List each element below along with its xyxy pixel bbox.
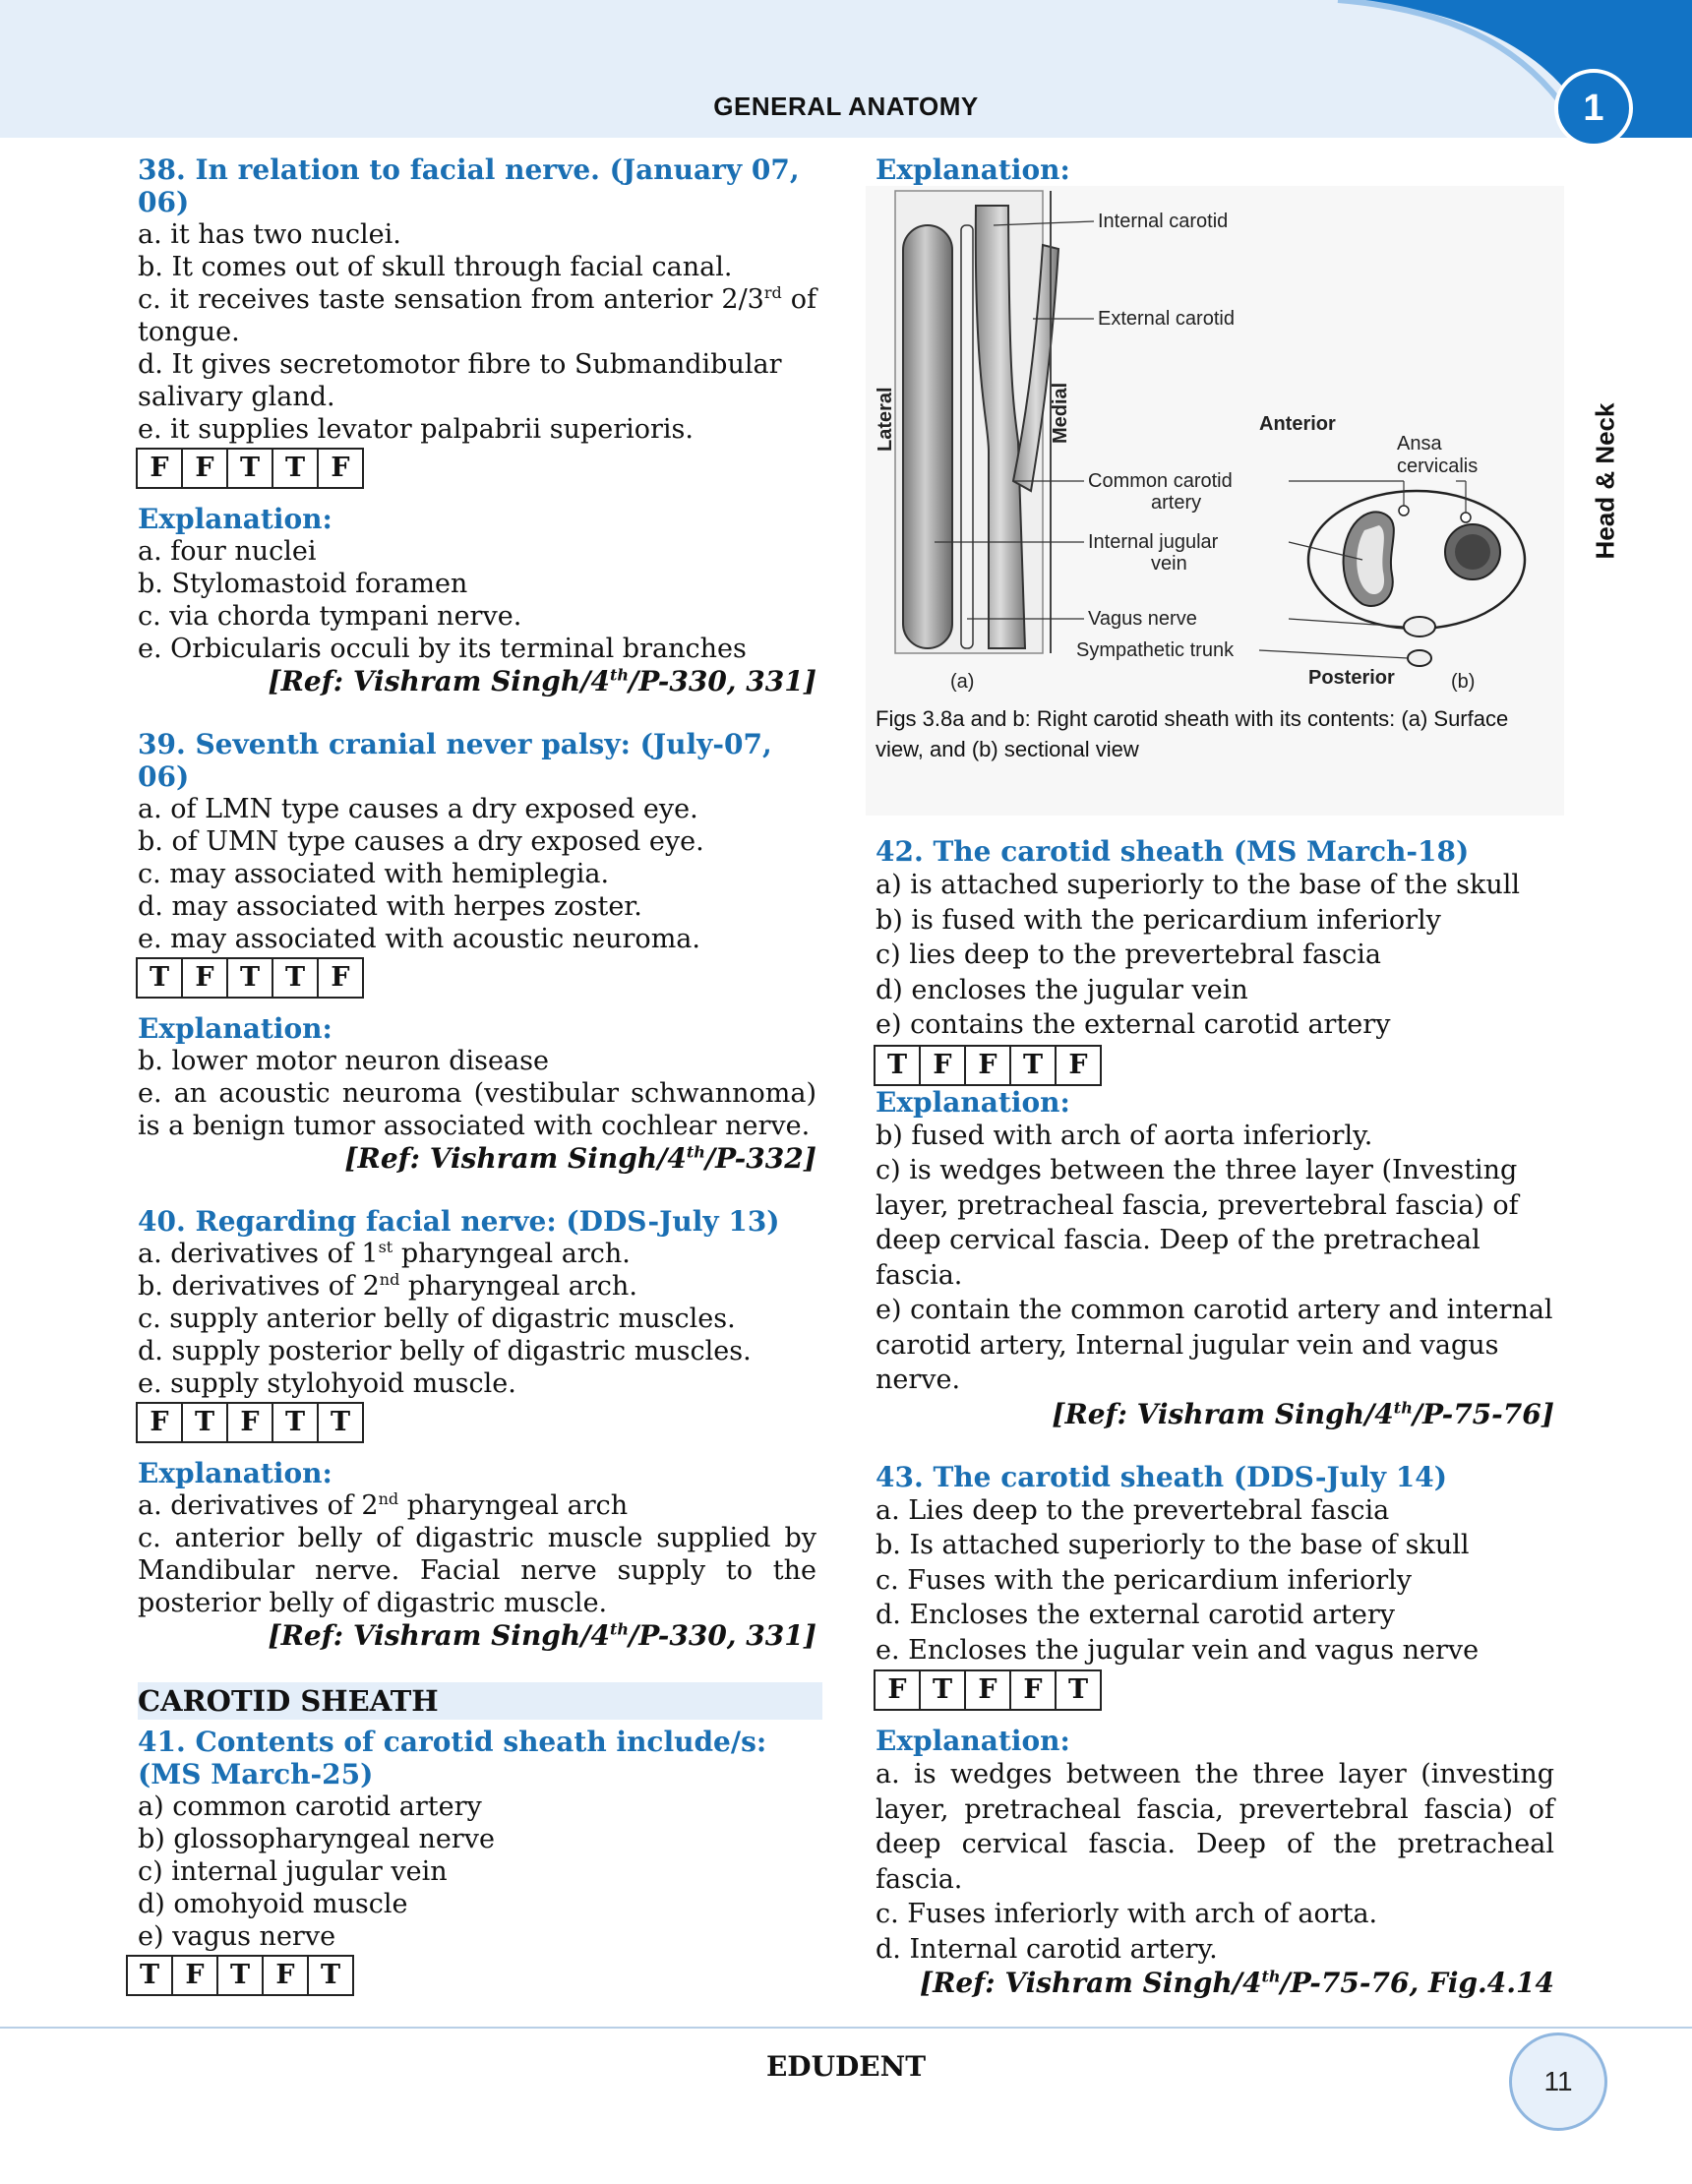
label-ansa-cervicalis: cervicalis xyxy=(1397,455,1479,477)
q40-explanation-line: c. anterior belly of digastric muscle supplied by Mandibular nerve. Facial nerve supply to the posterior belly of digastric muscle. xyxy=(138,1523,816,1618)
figure-caption: view, and (b) sectional view xyxy=(876,737,1139,761)
q42-option-b: b) is fused with the pericardium inferiorly xyxy=(876,904,1441,936)
answer-cell: F xyxy=(964,1671,1009,1709)
answer-cell: F xyxy=(181,959,226,997)
answer-cell: T xyxy=(226,450,272,487)
q43-option-a: a. Lies deep to the prevertebral fascia xyxy=(876,1494,1390,1526)
q41-option-c: c) internal jugular vein xyxy=(138,1856,448,1887)
answer-cell: T xyxy=(1055,1671,1100,1709)
q38-option-d: d. It gives secretomotor fibre to Submandibular salivary gland. xyxy=(138,349,782,412)
q42-explanation-line: b) fused with arch of aorta inferiorly. xyxy=(876,1120,1373,1151)
q42-option-c: c) lies deep to the prevertebral fascia xyxy=(876,940,1381,970)
answer-cell: T xyxy=(149,962,170,993)
answer-cell: T xyxy=(181,1404,226,1441)
q42-option-e: e) contains the external carotid artery xyxy=(876,1009,1391,1040)
q38-answer-key xyxy=(136,448,364,489)
side-tab-label: Head & Neck xyxy=(1590,402,1620,560)
answer-cell: F xyxy=(262,1957,307,1994)
label-anterior: Anterior xyxy=(1259,413,1336,435)
answer-cell: F xyxy=(1009,1671,1055,1709)
q38-explanation-line: b. Stylomastoid foramen xyxy=(138,569,468,599)
q41-option-d: d) omohyoid muscle xyxy=(138,1889,408,1919)
q43-explanation-line: c. Fuses inferiorly with arch of aorta. xyxy=(876,1899,1378,1929)
q39-option-b: b. of UMN type causes a dry exposed eye. xyxy=(138,826,704,857)
q38-explanation-line: c. via chorda tympani nerve. xyxy=(138,601,522,632)
q42-option-a: a) is attached superiorly to the base of the skull xyxy=(876,870,1521,900)
answer-cell: F xyxy=(150,453,169,483)
answer-cell: T xyxy=(272,959,317,997)
carotid-sheath-figure xyxy=(866,186,1564,816)
q43-reference: [Ref: Vishram Singh/4th/P-75-76, Fig.4.14 xyxy=(919,1967,1554,1999)
answer-cell: F xyxy=(964,1047,1009,1084)
q39-explanation-line: e. an acoustic neuroma (vestibular schwannoma) is a benign tumor associated with cochlear nerve. xyxy=(138,1078,816,1141)
q39-reference: [Ref: Vishram Singh/4th/P-332] xyxy=(344,1142,816,1175)
q38-option-c: c. it receives taste sensation from anterior 2/3rd of tongue. xyxy=(138,283,816,347)
q42-explanation-line: c) is wedges between the three layer (Investing layer, pretracheal fascia, prevertebral fascia) of deep cervical fascia. Deep of the pretracheal fascia. xyxy=(876,1155,1519,1291)
q42-option-d: d) encloses the jugular vein xyxy=(876,974,1248,1005)
q40-explanation-line: a. derivatives of 2nd pharyngeal arch xyxy=(138,1489,629,1521)
q42-answer-key xyxy=(874,1045,1102,1086)
label-vagus-nerve: Vagus nerve xyxy=(1088,608,1197,630)
label-internal-carotid: Internal carotid xyxy=(1098,211,1229,232)
q40-option-c: c. supply anterior belly of digastric muscles. xyxy=(138,1304,736,1334)
answer-cell: F xyxy=(919,1047,964,1084)
left-column xyxy=(138,153,816,1996)
q38-option-b: b. It comes out of skull through facial canal. xyxy=(138,252,733,282)
q39-option-a: a. of LMN type causes a dry exposed eye. xyxy=(138,794,698,824)
q41-option-b: b) glossopharyngeal nerve xyxy=(138,1824,495,1854)
q43-answer-key xyxy=(874,1669,1102,1711)
answer-cell: F xyxy=(317,450,362,487)
q43-explanation-line: a. is wedges between the three layer (investing layer, pretracheal fascia, prevertebral fascia) of deep cervical fascia. Deep of the pretracheal fascia. xyxy=(876,1759,1554,1895)
q40-option-a: a. derivatives of 1st pharyngeal arch. xyxy=(138,1238,631,1269)
answer-cell: T xyxy=(1009,1047,1055,1084)
chapter-number-badge: 1 xyxy=(1554,69,1633,148)
label-common-carotid: Common carotid xyxy=(1088,470,1233,492)
question-38-title: 38. In relation to facial nerve. (January 07, 06) xyxy=(138,153,800,218)
carotid-sheath-diagram xyxy=(866,186,1564,766)
q38-explanation-title: Explanation: xyxy=(138,503,332,535)
section-heading-carotid-sheath: CAROTID SHEATH xyxy=(138,1682,822,1720)
answer-cell: F xyxy=(887,1674,907,1705)
page-header-title: GENERAL ANATOMY xyxy=(713,91,979,121)
q41-explanation-title: Explanation: xyxy=(876,153,1070,186)
q41-option-e: e) vagus nerve xyxy=(138,1921,336,1952)
q38-explanation-line: a. four nuclei xyxy=(138,536,317,567)
q38-reference: [Ref: Vishram Singh/4th/P-330, 331] xyxy=(268,665,816,698)
header-swoosh xyxy=(0,0,1692,148)
footer-brand: EDUDENT xyxy=(765,2050,927,2083)
q40-reference: [Ref: Vishram Singh/4th/P-330, 331] xyxy=(268,1619,816,1652)
label-sympathetic-trunk: Sympathetic trunk xyxy=(1076,639,1235,661)
q40-option-d: d. supply posterior belly of digastric muscles. xyxy=(138,1336,752,1366)
label-ansa-cervicalis: Ansa xyxy=(1397,433,1442,455)
question-43-title: 43. The carotid sheath (DDS-July 14) xyxy=(876,1460,1447,1493)
q43-option-e: e. Encloses the jugular vein and vagus nerve xyxy=(876,1634,1480,1666)
q42-explanation-line: e) contain the common carotid artery and internal carotid artery, Internal jugular vein and vagus nerve. xyxy=(876,1295,1553,1395)
answer-cell: T xyxy=(216,1957,262,1994)
label-internal-jugular: Internal jugular xyxy=(1088,531,1219,553)
right-column xyxy=(876,153,1554,2000)
q43-explanation-title: Explanation: xyxy=(876,1725,1070,1757)
q40-option-e: e. supply stylohyoid muscle. xyxy=(138,1368,516,1399)
footer-divider xyxy=(0,2027,1692,2029)
label-internal-jugular: vein xyxy=(1151,553,1187,575)
q40-answer-key xyxy=(136,1402,364,1443)
answer-cell: T xyxy=(226,959,272,997)
q39-explanation-line: b. lower motor neuron disease xyxy=(138,1046,549,1076)
answer-cell: T xyxy=(317,1404,362,1441)
label-posterior: Posterior xyxy=(1308,667,1395,689)
q39-answer-key xyxy=(136,957,364,999)
question-39-title: 39. Seventh cranial never palsy: (July-07, 06) xyxy=(138,728,772,793)
label-panel-b: (b) xyxy=(1451,671,1476,693)
question-42-title: 42. The carotid sheath (MS March-18) xyxy=(876,835,1470,868)
answer-cell: T xyxy=(272,450,317,487)
page-number: 11 xyxy=(1509,2032,1607,2131)
answer-cell: F xyxy=(317,959,362,997)
answer-cell: T xyxy=(272,1404,317,1441)
answer-cell: T xyxy=(919,1671,964,1709)
answer-cell: T xyxy=(307,1957,352,1994)
answer-cell: F xyxy=(150,1407,169,1437)
q38-option-a: a. it has two nuclei. xyxy=(138,219,401,250)
q43-explanation-line: d. Internal carotid artery. xyxy=(876,1933,1218,1965)
answer-cell: T xyxy=(139,1960,160,1990)
answer-cell: T xyxy=(886,1049,908,1080)
answer-cell: F xyxy=(181,450,226,487)
label-medial: Medial xyxy=(1050,382,1071,444)
label-external-carotid: External carotid xyxy=(1098,308,1235,330)
figure-caption: Figs 3.8a and b: Right carotid sheath with its contents: (a) Surface xyxy=(876,706,1509,731)
question-40-title: 40. Regarding facial nerve: (DDS-July 13) xyxy=(138,1205,780,1238)
question-41-title: 41. Contents of carotid sheath include/s: (MS March-25) xyxy=(138,1726,767,1790)
q38-explanation-line: e. Orbicularis occuli by its terminal branches xyxy=(138,634,747,664)
q39-explanation-title: Explanation: xyxy=(138,1012,332,1045)
q41-answer-key xyxy=(126,1955,354,1996)
answer-cell: F xyxy=(171,1957,216,1994)
label-panel-a: (a) xyxy=(950,671,975,693)
q43-option-c: c. Fuses with the pericardium inferiorly xyxy=(876,1564,1413,1596)
q40-option-b: b. derivatives of 2nd pharyngeal arch. xyxy=(138,1270,637,1302)
q38-option-e: e. it supplies levator palpabrii superioris. xyxy=(138,414,694,445)
q43-option-d: d. Encloses the external carotid artery xyxy=(876,1600,1396,1630)
q43-option-b: b. Is attached superiorly to the base of skull xyxy=(876,1530,1470,1560)
q39-option-c: c. may associated with hemiplegia. xyxy=(138,859,610,889)
side-tab xyxy=(1586,392,1625,571)
q41-option-a: a) common carotid artery xyxy=(138,1791,482,1822)
q40-explanation-title: Explanation: xyxy=(138,1457,332,1489)
answer-cell: F xyxy=(226,1404,272,1441)
q39-option-e: e. may associated with acoustic neuroma. xyxy=(138,924,700,954)
q42-explanation-title: Explanation: xyxy=(876,1085,1070,1119)
q42-reference: [Ref: Vishram Singh/4th/P-75-76] xyxy=(1052,1397,1554,1430)
q39-option-d: d. may associated with herpes zoster. xyxy=(138,891,642,922)
label-common-carotid: artery xyxy=(1151,492,1202,514)
label-lateral: Lateral xyxy=(875,387,896,452)
answer-cell: F xyxy=(1055,1047,1100,1084)
